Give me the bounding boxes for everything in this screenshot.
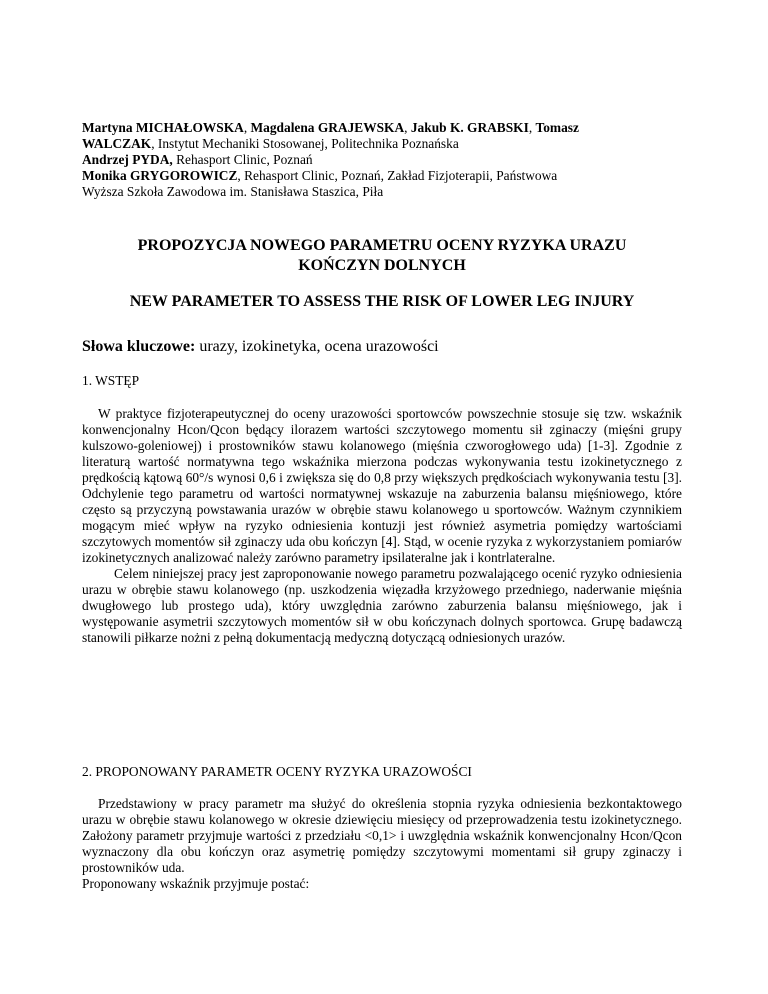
author-block [82, 120, 682, 200]
paragraph: Przedstawiony w pracy parametr ma służyć do określenia stopnia ryzyka odniesienia bezkontaktowego urazu w obrębie stawu kolanowego w okresie dziewięciu miesięcy od przeprowadzenia testu izokinetycznego. Założony parametr przyjmuje wartości z przedziału <0,1> i uwzględnia wskaźnik konwencjonalny Hcon/Qcon wyznaczony dla obu kończyn oraz asymetrię pomiędzy szczytowymi momentami sił grupy zginaczy i prostowników uda. [82, 796, 682, 875]
keywords-label: Słowa kluczowe: [82, 338, 196, 355]
author-line [82, 120, 682, 136]
affiliation: Rehasport Clinic, Poznań [172, 152, 313, 167]
author-line [82, 152, 682, 168]
section-heading: 2. PROPONOWANY PARAMETR OCENY RYZYKA URAZOWOŚCI [82, 764, 472, 779]
section-body [82, 406, 682, 646]
author-name: Magdalena GRAJEWSKA [250, 120, 405, 135]
affiliation: , Instytut Mechaniki Stosowanej, Politechnika Poznańska [151, 136, 459, 151]
author-name: Tomasz [535, 120, 579, 135]
affiliation: , Rehasport Clinic, Poznań, Zakład Fizjoterapii, Państwowa [237, 168, 558, 183]
title-english: NEW PARAMETER TO ASSESS THE RISK OF LOWER LEG INJURY [129, 293, 635, 310]
author-name: WALCZAK [82, 136, 152, 151]
keywords-text: urazy, izokinetyka, ocena urazowości [195, 338, 439, 355]
author-line [82, 168, 682, 184]
separator: , [404, 120, 411, 135]
affiliation-line: Wyższa Szkoła Zawodowa im. Stanisława Staszica, Piła [82, 184, 384, 199]
title-line: PROPOZYCJA NOWEGO PARAMETRU OCENY RYZYKA URAZU [137, 237, 627, 254]
paragraph: W praktyce fizjoterapeutycznej do oceny urazowości sportowców powszechnie stosuje się tzw. wskaźnik konwencjonalny Hcon/Qcon będący ilorazem wartości szczytowego momentu sił zginaczy (mięśni grupy kulszowo-goleniowej) i prostowników stawu kolanowego (mięśnia czworogłowego uda) [1-3]. Zgodnie z literaturą wartość normatywna tego wskaźnika mierzona podczas wykonywania testu izokinetycznego z prędkością kątową 60°/s wynosi 0,6 i zwiększa się do 0,8 przy większych prędkościach wykonywania testu [3]. Odchylenie tego parametru od wartości normatywnej wskazuje na zaburzenia balansu mięśniowego, które często są przyczyną powstawania urazów w obrębie stawu kolanowego u sportowców. Ważnym czynnikiem mogącym mieć wpływ na ryzyko odniesienia kontuzji jest również asymetria pomiędzy wartościami szczytowych momentów sił zginaczy uda obu kończyn [4]. Stąd, w ocenie ryzyka z wykorzystaniem pomiarów izokinetycznych analizować należy zarówno parametry ipsilateralne jak i kontrlateralne. [82, 406, 682, 565]
paragraph: Celem niniejszej pracy jest zaproponowanie nowego parametru pozwalającego ocenić ryzyko odniesienia urazu w obrębie stawu kolanowego (np. uszkodzenia więzadła krzyżowego przedniego, naderwanie mięśnia dwugłowego lub prostego uda), który uwzględnia zarówno zaburzenia balansu mięśniowego, jak i występowanie asymetrii szczytowych momentów sił w obu kończynach dolnych sportowca. Grupę badawczą stanowili piłkarze nożni z pełną dokumentacją medyczną dotyczącą odniesionych urazów. [82, 566, 682, 645]
author-name: Jakub K. GRABSKI [410, 120, 529, 135]
keywords [82, 337, 682, 357]
paragraph: Proponowany wskaźnik przyjmuje postać: [82, 876, 310, 891]
separator: , [243, 120, 251, 135]
section-body [82, 796, 682, 892]
title-line: KOŃCZYN DOLNYCH [298, 257, 466, 274]
section-heading: 1. WSTĘP [82, 373, 140, 388]
separator: , [528, 120, 536, 135]
author-name: Martyna MICHAŁOWSKA [82, 120, 244, 135]
title-polish [82, 236, 682, 276]
author-name: Monika GRYGOROWICZ [82, 168, 238, 183]
author-name: Andrzej PYDA, [82, 152, 173, 167]
author-line [82, 136, 682, 152]
